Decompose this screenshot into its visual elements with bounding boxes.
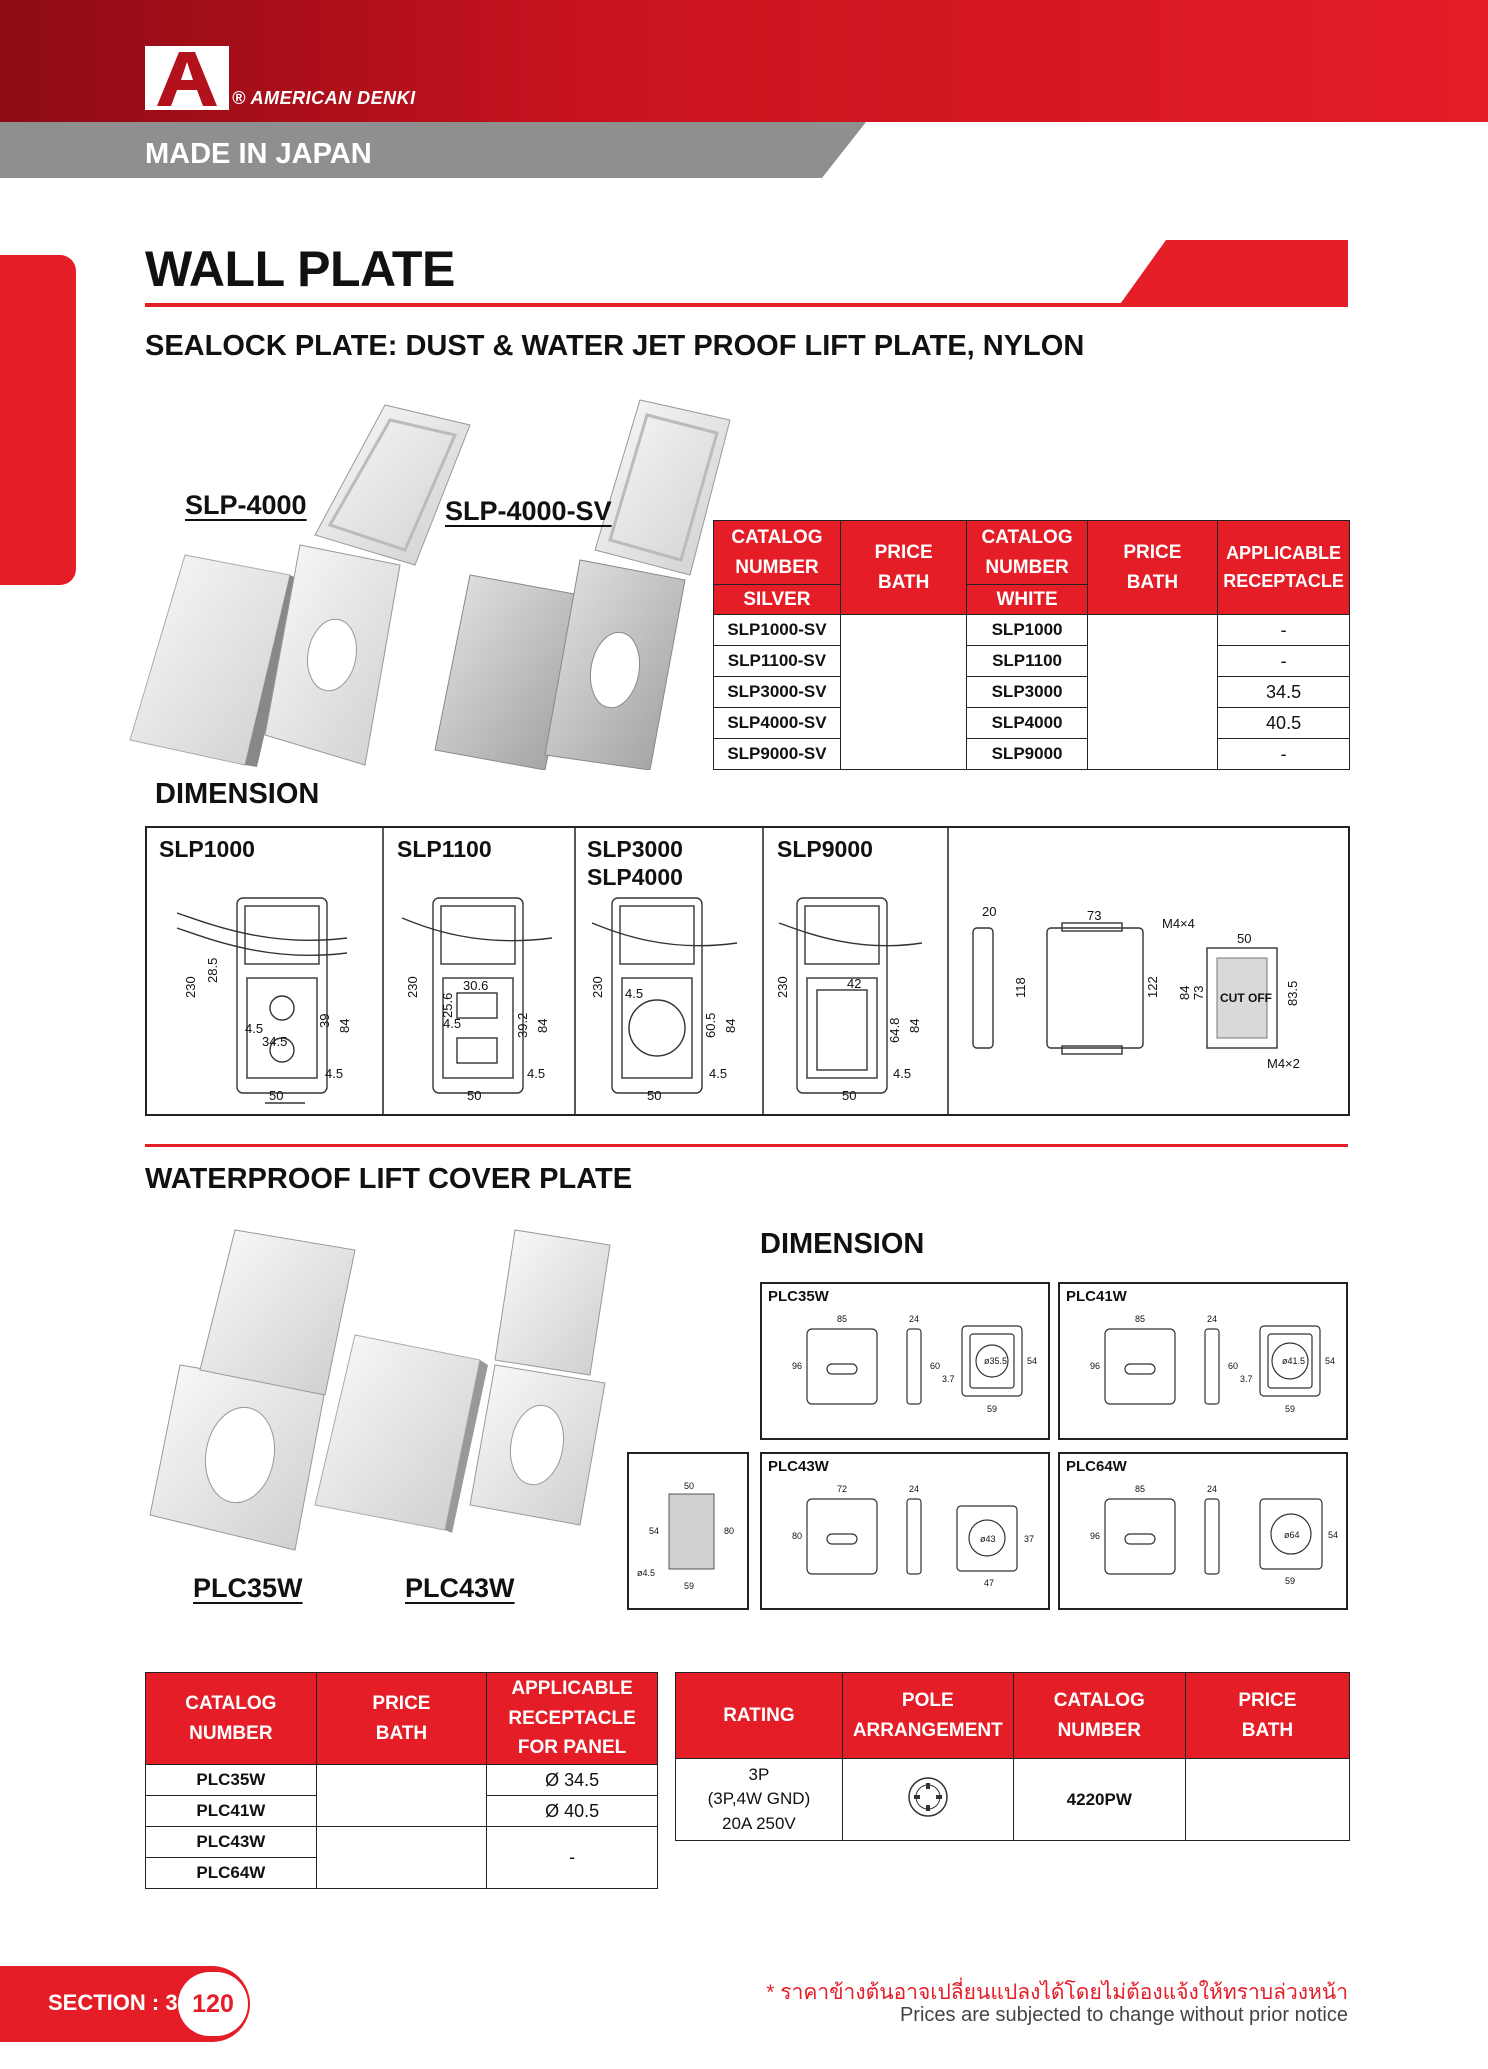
cutoff-label: CUT OFF	[1220, 991, 1272, 1005]
cell-receptacle: -	[1218, 739, 1350, 770]
dim-label: 60	[930, 1361, 941, 1371]
dim-label: ø64	[1284, 1530, 1300, 1540]
cell-applicable: -	[487, 1827, 658, 1889]
panel-label-plc43w: PLC43W	[768, 1458, 829, 1475]
dim-label: 84	[1177, 985, 1192, 1000]
cell-silver: SLP4000-SV	[714, 708, 841, 739]
dim-label: 84	[907, 1018, 922, 1033]
dim-label: 24	[909, 1484, 920, 1494]
table-row	[714, 708, 1350, 739]
rating-table	[675, 1672, 1350, 1841]
table-row	[146, 1765, 658, 1796]
page-title: WALL PLATE	[145, 241, 455, 297]
dim-label: 230	[405, 976, 420, 998]
dim-label: 54	[1027, 1356, 1038, 1366]
dim-label: 4.5	[245, 1021, 264, 1036]
header-white: WHITE	[967, 585, 1087, 615]
dim-label: 96	[1090, 1361, 1101, 1371]
brand-text: AMERICAN DENKI	[250, 88, 416, 108]
footnote-english: Prices are subjected to change without prior notice	[899, 2004, 1348, 2026]
dim-label: 42	[847, 976, 862, 991]
table-row	[714, 646, 1350, 677]
table-row	[676, 1759, 1350, 1841]
cell-white: SLP4000	[967, 708, 1087, 739]
cell-catalog: PLC41W	[146, 1796, 317, 1827]
plc64w-drawing	[1060, 1454, 1346, 1608]
dim-label: ø4.5	[637, 1568, 656, 1578]
title-rule	[145, 303, 1348, 307]
plc-cutout-panel	[627, 1452, 749, 1610]
cell-white: SLP1100	[967, 646, 1087, 677]
cell-receptacle: 40.5	[1218, 708, 1350, 739]
dim-label: 24	[909, 1314, 920, 1324]
dim-label: 85	[1135, 1484, 1146, 1494]
dim-label-slp4000-line2: SLP4000	[587, 863, 683, 890]
dim-label: 118	[1013, 977, 1028, 998]
title-flag	[1118, 240, 1348, 307]
dim-label: 50	[842, 1088, 857, 1103]
header-catalog-number: CATALOG NUMBER	[146, 1673, 317, 1765]
dim-label: 25.6	[440, 992, 455, 1018]
dim-label: 39	[317, 1013, 332, 1028]
dim-label: 50	[1237, 931, 1252, 946]
plc41w-dimension-panel	[1058, 1282, 1348, 1440]
cell-price	[316, 1765, 487, 1827]
section1-heading: SEALOCK PLATE: DUST & WATER JET PROOF LIFT PLATE, NYLON	[145, 330, 1085, 362]
table-row	[146, 1827, 658, 1858]
dim-label: 4.5	[893, 1066, 912, 1081]
header-pole-arrangement: POLE ARRANGEMENT	[842, 1673, 1013, 1759]
dim-label: 37	[1024, 1534, 1035, 1544]
made-in-band-cut	[822, 122, 1488, 178]
header-price-bath-2: PRICE BATH	[1087, 521, 1218, 615]
dim-label: 4.5	[527, 1066, 546, 1081]
plc43w-drawing	[762, 1454, 1048, 1608]
dim-label: 50	[684, 1481, 695, 1491]
dim-label: 84	[337, 1018, 352, 1033]
cell-catalog: PLC43W	[146, 1827, 317, 1858]
cell-receptacle: 34.5	[1218, 677, 1350, 708]
dim-label-slp1000: SLP1000	[159, 836, 255, 862]
panel-label-plc64w: PLC64W	[1066, 1458, 1127, 1475]
dim-label: 30.6	[463, 978, 489, 993]
dim-label: 60.5	[703, 1012, 718, 1038]
american-denki-logo-icon	[145, 46, 229, 110]
dim-label: 50	[647, 1088, 662, 1103]
cell-applicable: Ø 34.5	[487, 1765, 658, 1796]
dim-label: 96	[1090, 1531, 1101, 1541]
cell-applicable: Ø 40.5	[487, 1796, 658, 1827]
dim-label: 54	[1328, 1530, 1339, 1540]
product-label-slp4000sv: SLP-4000-SV	[445, 496, 612, 526]
dim-label: 83.5	[1285, 980, 1300, 1006]
dim-label: 59	[987, 1404, 998, 1414]
rating-line-2: (3P,4W GND)	[707, 1789, 811, 1809]
dim-label: 73	[1087, 908, 1102, 923]
dim-label: 72	[837, 1484, 848, 1494]
dim-label: 73	[1191, 985, 1206, 1000]
cell-price-silver	[840, 615, 967, 770]
footer-page-number: 120	[178, 1972, 248, 2036]
dim-label: 96	[792, 1361, 803, 1371]
cell-catalog: PLC35W	[146, 1765, 317, 1796]
plc41w-drawing	[1060, 1284, 1346, 1438]
cell-catalog: PLC64W	[146, 1858, 317, 1889]
dim-label: ø41.5	[1282, 1356, 1306, 1366]
dim-label: 80	[792, 1531, 803, 1541]
table-row	[714, 677, 1350, 708]
rating-line-1: 3P	[748, 1764, 770, 1784]
cell-rating	[676, 1759, 843, 1841]
sealock-dimension-drawings	[145, 826, 1350, 1116]
dim-label: 4.5	[625, 986, 644, 1001]
header-price-bath-1: PRICE BATH	[840, 521, 967, 615]
plc64w-dimension-panel	[1058, 1452, 1348, 1610]
dim-label: M4×4	[1162, 916, 1195, 931]
header-catalog-number-white: CATALOG NUMBER	[967, 521, 1087, 585]
dim-label: 4.5	[325, 1066, 344, 1081]
dim-label: 59	[1285, 1576, 1296, 1586]
registered-mark: ®	[232, 88, 246, 108]
cell-price	[316, 1827, 487, 1889]
brand-name	[232, 88, 416, 109]
table-row	[714, 739, 1350, 770]
cell-price	[1185, 1759, 1349, 1841]
dim-label: 24	[1207, 1484, 1218, 1494]
dim-label: 85	[1135, 1314, 1146, 1324]
dim-label: 24	[1207, 1314, 1218, 1324]
plc-cutout-drawing	[629, 1454, 747, 1608]
made-in-japan: MADE IN JAPAN	[145, 138, 372, 170]
section2-heading: WATERPROOF LIFT COVER PLATE	[145, 1163, 633, 1195]
section-rule	[145, 1144, 1348, 1147]
panel-label-plc41w: PLC41W	[1066, 1288, 1127, 1305]
rating-line-3: 20A 250V	[722, 1813, 796, 1833]
plc-catalog-table	[145, 1672, 658, 1889]
dim-label: 230	[775, 976, 790, 998]
cell-pole-arrangement	[842, 1759, 1013, 1841]
dim-label: 122	[1145, 976, 1160, 998]
dim-label: 3.7	[1240, 1374, 1253, 1384]
plc35w-dimension-panel	[760, 1282, 1050, 1440]
dim-label: 84	[723, 1018, 738, 1033]
plc35w-drawing	[762, 1284, 1048, 1438]
dim-label: 50	[269, 1088, 284, 1103]
cell-silver: SLP1000-SV	[714, 615, 841, 646]
pole-arrangement-icon	[906, 1775, 950, 1819]
header-applicable-receptacle: APPLICABLE RECEPTACLE	[1218, 521, 1350, 615]
product-label-plc35w: PLC35W	[193, 1573, 303, 1603]
product-label-plc43w: PLC43W	[405, 1573, 515, 1603]
cell-silver: SLP3000-SV	[714, 677, 841, 708]
dim-label: M4×2	[1267, 1056, 1300, 1071]
cell-white: SLP9000	[967, 739, 1087, 770]
dim-label: 50	[467, 1088, 482, 1103]
header-price-bath: PRICE BATH	[316, 1673, 487, 1765]
dim-label: 84	[535, 1018, 550, 1033]
panel-label-plc35w: PLC35W	[768, 1288, 829, 1305]
footnote-thai: * ราคาข้างต้นอาจเปลี่ยนแปลงได้โดยไม่ต้องแจ้งให้ทราบล่วงหน้า	[766, 1981, 1348, 2004]
dim-label: 60	[1228, 1361, 1239, 1371]
plc43w-dimension-panel	[760, 1452, 1050, 1610]
dimension-heading-1: DIMENSION	[155, 778, 320, 810]
dim-label: 4.5	[443, 1016, 462, 1031]
header-price-bath: PRICE BATH	[1185, 1673, 1349, 1759]
dim-label: 64.8	[887, 1017, 902, 1043]
dim-label: 80	[724, 1526, 735, 1536]
header-catalog-number-silver: CATALOG NUMBER	[714, 521, 841, 585]
dim-label: 20	[982, 904, 997, 919]
dim-label: 4.5	[709, 1066, 728, 1081]
section-side-tab	[0, 255, 76, 585]
dim-label: 230	[590, 976, 605, 998]
dim-label: 34.5	[262, 1034, 288, 1049]
header-catalog-number: CATALOG NUMBER	[1013, 1673, 1185, 1759]
dim-label: 3.7	[942, 1374, 955, 1384]
cell-receptacle: -	[1218, 615, 1350, 646]
cell-silver: SLP1100-SV	[714, 646, 841, 677]
dim-label: 39.2	[515, 1012, 530, 1038]
slp-catalog-table	[713, 520, 1350, 770]
header-rating: RATING	[676, 1673, 843, 1759]
table-row	[714, 615, 1350, 646]
dimension-heading-2: DIMENSION	[760, 1228, 925, 1260]
cell-receptacle: -	[1218, 646, 1350, 677]
dim-label: 28.5	[205, 957, 220, 983]
header-silver: SILVER	[714, 585, 841, 615]
dim-label: 59	[684, 1581, 695, 1591]
dim-label-slp9000: SLP9000	[777, 836, 873, 862]
dim-label: 54	[1325, 1356, 1336, 1366]
dim-label: ø43	[980, 1534, 996, 1544]
cell-catalog: 4220PW	[1013, 1759, 1185, 1841]
dim-label: ø35.5	[984, 1356, 1008, 1366]
cell-white: SLP1000	[967, 615, 1087, 646]
cell-price-white	[1087, 615, 1218, 770]
dim-label-slp3000	[587, 836, 683, 891]
dim-label: 59	[1285, 1404, 1296, 1414]
dim-label: 230	[183, 976, 198, 998]
cell-silver: SLP9000-SV	[714, 739, 841, 770]
dim-label-slp3000-line1: SLP3000	[587, 836, 683, 862]
dim-label: 85	[837, 1314, 848, 1324]
dim-label: 47	[984, 1578, 995, 1588]
dimension-drawing-1	[147, 828, 1348, 1114]
dim-label-slp1100: SLP1100	[397, 836, 492, 862]
footer-section-label: SECTION : 3	[48, 1990, 178, 2015]
header-applicable-panel: APPLICABLE RECEPTACLE FOR PANEL	[487, 1673, 658, 1765]
dim-label: 54	[649, 1526, 660, 1536]
lift-cover-plate-photos	[140, 1225, 620, 1565]
cell-white: SLP3000	[967, 677, 1087, 708]
sealock-plate-photos	[125, 395, 740, 770]
product-label-slp4000: SLP-4000	[185, 490, 307, 520]
